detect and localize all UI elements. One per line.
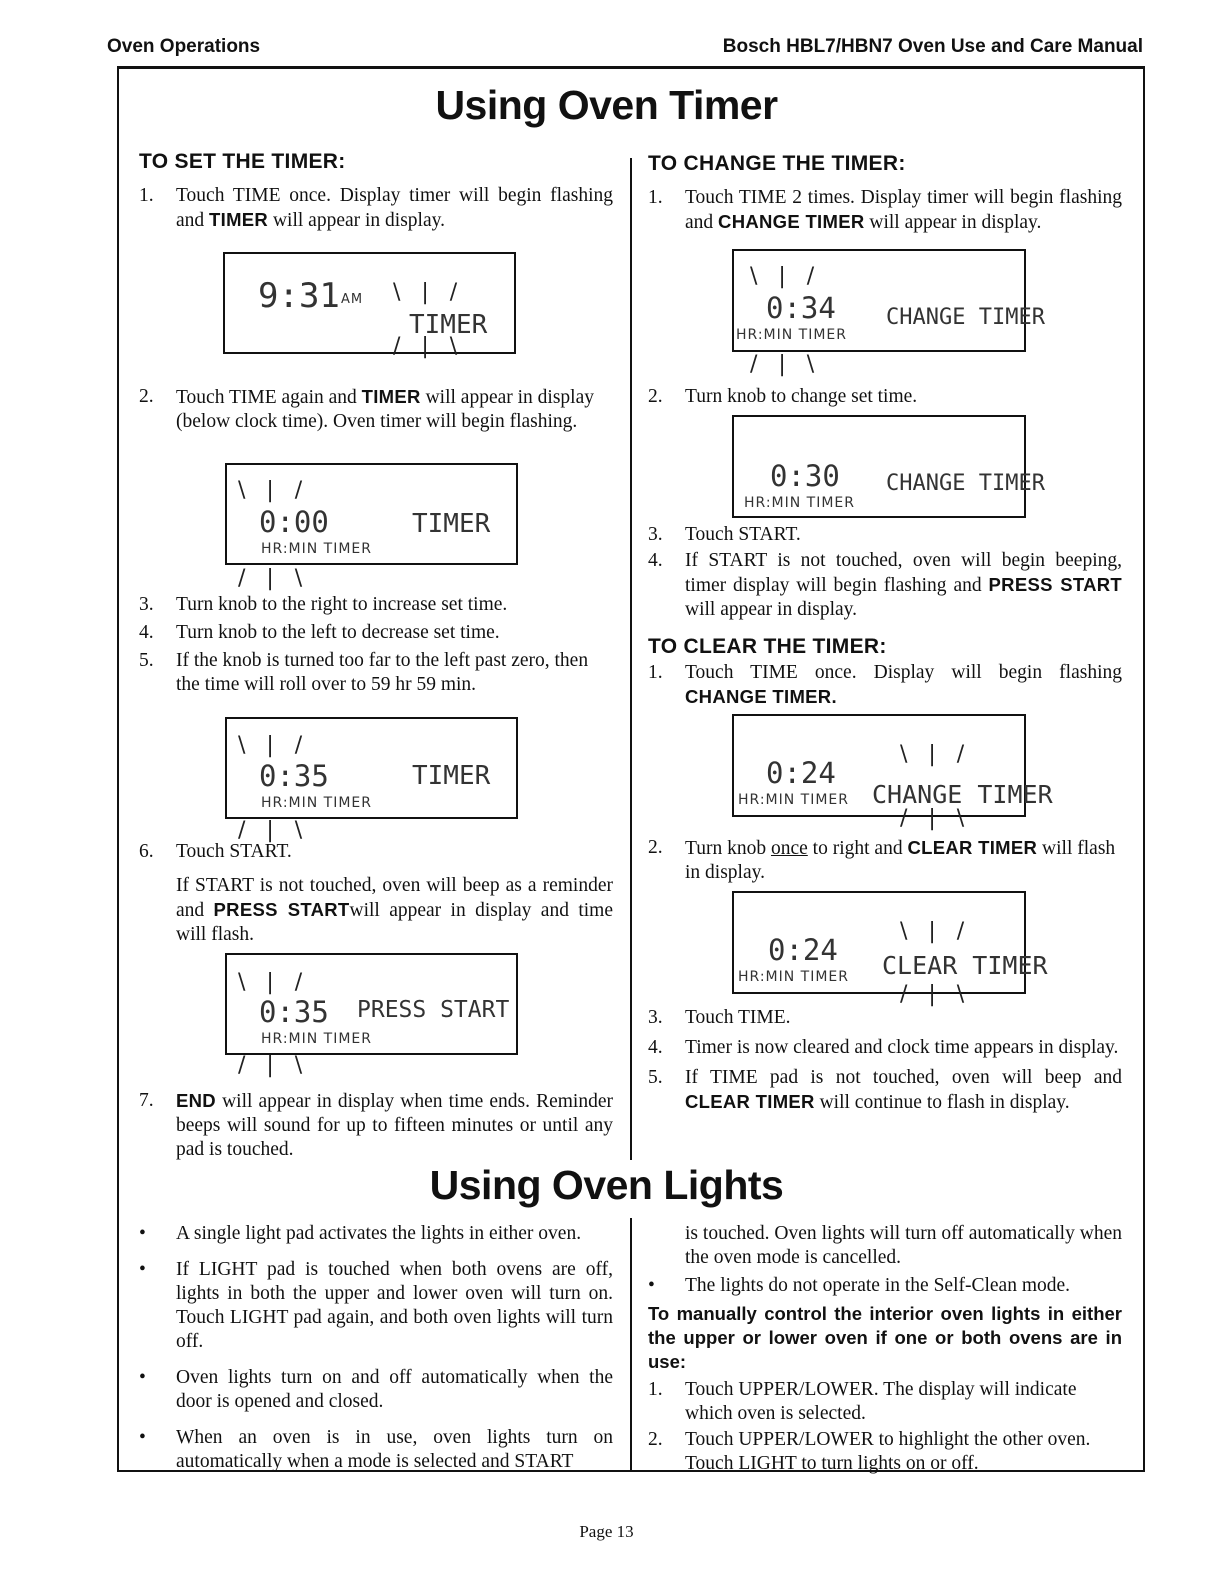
clear-step-5: [648, 1066, 1122, 1115]
lights-bullet-1: [139, 1222, 613, 1246]
step-text: Turn knob: [685, 838, 771, 859]
step-number: 1.: [648, 1379, 663, 1400]
step-number: 3.: [648, 1007, 663, 1028]
step-text: will appear in display.: [685, 599, 858, 620]
flash-rays-icon: \ | /: [238, 733, 303, 758]
set-step-2: [139, 385, 613, 434]
step-text: Touch START.: [176, 841, 292, 862]
lights-left-column: [139, 1222, 613, 1474]
bullet-text: The lights do not operate in the Self-Clean mode.: [685, 1275, 1071, 1296]
step-keyword: CHANGE TIMER: [718, 211, 865, 232]
display-time: 0:24: [766, 756, 836, 790]
timer-title: Using Oven Timer: [435, 82, 778, 128]
display-4: [225, 953, 518, 1055]
step-text: will appear in display when time ends. Reminder beeps will sound for up to fifteen minutes or until any pad is touched.: [176, 1091, 613, 1160]
flash-rays-icon: \ | /: [750, 264, 815, 289]
clear-step-2: [648, 836, 1122, 885]
step-keyword: CHANGE TIMER.: [685, 686, 837, 707]
set-timer-step6: [139, 840, 613, 947]
step-text: Timer is now cleared and clock time appears in display.: [685, 1037, 1119, 1058]
display-sub: HR:MIN TIMER: [738, 792, 850, 808]
display-time: 0:35: [259, 759, 329, 793]
step-text: Turn knob to the right to increase set time.: [176, 594, 508, 615]
display-sub: HR:MIN TIMER: [738, 969, 850, 985]
step-number: 5.: [648, 1067, 663, 1088]
step-text: Touch START.: [685, 524, 801, 545]
display-8: [732, 891, 1048, 994]
display-sub: HR:MIN TIMER: [261, 795, 373, 811]
change-step-2: [648, 385, 1122, 409]
step-number: 5.: [139, 650, 154, 671]
clear-step-1: [648, 661, 1122, 710]
display-6: [732, 415, 1045, 518]
flash-rays-icon: \ | /: [238, 478, 303, 503]
step-text: Touch TIME.: [685, 1007, 791, 1028]
display-time: 9:31: [258, 276, 340, 316]
flash-rays-icon: / | \: [238, 818, 303, 843]
step-number: 2.: [648, 837, 663, 858]
set-step-5: [139, 649, 613, 697]
step-text: Touch TIME again and: [176, 387, 362, 408]
flash-rays-icon: / | \: [900, 806, 965, 831]
step-keyword: TIMER: [209, 209, 269, 230]
display-sub: HR:MIN TIMER: [736, 327, 848, 343]
step-keyword: PRESS START: [988, 574, 1122, 595]
change-timer-section: [648, 152, 1122, 235]
display-time: 0:00: [259, 505, 329, 539]
step-text: If TIME pad is not touched, oven will beep and: [685, 1067, 1122, 1088]
lights-bullet-5: [648, 1274, 1122, 1298]
step-text: will appear in display and time will flash.: [176, 900, 614, 945]
flash-rays-icon: / | \: [238, 566, 303, 591]
step-number: 7.: [139, 1090, 154, 1111]
set-step-6: [139, 840, 613, 864]
flash-rays-icon: / | \: [238, 1053, 303, 1078]
set-step-4: [139, 621, 613, 645]
step-text: Turn knob to the left to decrease set time.: [176, 622, 500, 643]
step-number: 2.: [648, 1429, 663, 1450]
step-text: Touch TIME once. Display timer will begin flashing and: [176, 185, 613, 231]
display-word: CHANGE TIMER: [886, 305, 1045, 330]
step-text: Touch UPPER/LOWER to highlight the other oven. Touch LIGHT to turn lights on or off.: [685, 1429, 1091, 1474]
step-text: If the knob is turned too far to the left past zero, then the time will roll over to 59 hr 59 min.: [176, 650, 589, 695]
flash-rays-icon: \ | /: [900, 742, 965, 767]
flash-rays-icon: \ | /: [393, 280, 458, 305]
clear-timer-section: [648, 635, 1122, 710]
display-word: TIMER: [412, 509, 491, 539]
display-time: 0:35: [259, 995, 329, 1029]
bullet-icon: •: [648, 1275, 655, 1296]
bullet-text: Oven lights turn on and off automatically when the door is opened and closed.: [176, 1367, 613, 1412]
bullet-text: A single light pad activates the lights in either oven.: [176, 1223, 582, 1244]
display-word: PRESS START: [357, 997, 510, 1023]
step-number: 4.: [648, 1037, 663, 1058]
clear-timer-heading: TO CLEAR THE TIMER:: [648, 635, 887, 658]
step-text: Turn knob to change set time.: [685, 386, 918, 407]
display-word: CHANGE TIMER: [872, 780, 1053, 809]
step-number: 4.: [139, 622, 154, 643]
bullet-text: is touched. Oven lights will turn off automatically when the oven mode is cancelled.: [685, 1223, 1122, 1268]
set-step-6-detail: [139, 874, 613, 947]
bullet-icon: •: [139, 1223, 146, 1244]
bullet-text: When an oven is in use, oven lights turn on automatically when a mode is selected and START: [176, 1427, 613, 1472]
display-word: TIMER: [409, 310, 488, 340]
step-text: If START is not touched, oven will begin beeping, timer display will begin flashing and: [685, 550, 1122, 596]
step-keyword: END: [176, 1090, 216, 1111]
display-ampm: AM: [341, 292, 364, 307]
bullet-icon: •: [139, 1367, 146, 1388]
set-timer-step7: [139, 1089, 613, 1162]
bullet-icon: •: [139, 1259, 146, 1280]
manual-step-1: [648, 1378, 1122, 1426]
change-timer-steps-3-4: [648, 523, 1122, 622]
step-emphasis: once: [770, 838, 808, 859]
flash-rays-icon: / | \: [393, 334, 458, 359]
change-step-1: [648, 186, 1122, 235]
flash-rays-icon: \ | /: [900, 919, 965, 944]
set-timer-steps-3-5: [139, 593, 613, 697]
change-step-4: [648, 549, 1122, 622]
lights-right-column: [648, 1222, 1122, 1476]
clear-timer-steps-3-5: [648, 1006, 1122, 1115]
display-word: CLEAR TIMER: [882, 951, 1048, 980]
step-number: 2.: [139, 386, 154, 407]
step-number: 2.: [648, 386, 663, 407]
display-word: CHANGE TIMER: [886, 471, 1045, 496]
column-divider-bottom: [630, 1218, 632, 1470]
step-text: will flash in display.: [685, 838, 1116, 883]
display-word: TIMER: [412, 761, 491, 791]
clear-step-4: [648, 1036, 1122, 1060]
bullet-text: If LIGHT pad is touched when both ovens are off, lights in both the upper and lower oven will turn on. Touch LIGHT pad again, and both oven lights will turn off.: [176, 1259, 613, 1352]
display-sub: HR:MIN TIMER: [744, 495, 856, 511]
clear-timer-step2: [648, 836, 1122, 885]
lights-bullet-4-continued: [648, 1222, 1122, 1270]
header-section-title: Oven Operations: [107, 36, 261, 57]
lights-bullet-4: [139, 1426, 613, 1474]
step-keyword: CLEAR TIMER: [685, 1091, 815, 1112]
step-number: 6.: [139, 841, 154, 862]
change-timer-heading: TO CHANGE THE TIMER:: [648, 152, 906, 175]
step-number: 3.: [648, 524, 663, 545]
display-sub: HR:MIN TIMER: [261, 541, 373, 557]
step-number: 1.: [648, 662, 663, 683]
step-number: 1.: [139, 185, 154, 206]
display-1: [223, 252, 516, 354]
step-text: will appear in display (below clock time). Oven timer will begin flashing.: [176, 387, 594, 432]
change-timer-step2: [648, 385, 1122, 409]
lights-bullet-2: [139, 1258, 613, 1354]
step-text: to right and: [807, 838, 908, 859]
flash-rays-icon: / | \: [900, 982, 965, 1007]
lights-title: Using Oven Lights: [429, 1162, 784, 1208]
flash-rays-icon: / | \: [750, 352, 815, 377]
step-text: If START is not touched, oven will beep as a reminder and: [176, 875, 613, 921]
column-divider-top: [630, 158, 632, 1160]
step-keyword: TIMER: [361, 386, 421, 407]
step-text: will appear in display.: [864, 212, 1042, 233]
set-timer-heading: TO SET THE TIMER:: [139, 150, 346, 173]
display-time: 0:24: [768, 933, 838, 967]
page-number: Page 13: [579, 1522, 634, 1541]
display-7: [732, 714, 1053, 817]
step-number: 3.: [139, 594, 154, 615]
step-number: 1.: [648, 187, 663, 208]
set-step-7: [139, 1089, 613, 1162]
set-timer-section: [139, 150, 613, 233]
set-timer-step2: [139, 385, 613, 434]
step-text: will continue to flash in display.: [814, 1092, 1070, 1113]
set-step-1: [139, 184, 613, 233]
display-sub: HR:MIN TIMER: [261, 1031, 373, 1047]
display-time: 0:34: [766, 291, 836, 325]
step-text: Touch TIME once. Display will begin flashing: [685, 662, 1122, 683]
step-keyword: PRESS START: [213, 899, 350, 920]
manual-step-2: [648, 1428, 1122, 1476]
step-text: Touch UPPER/LOWER. The display will indicate which oven is selected.: [685, 1379, 1077, 1424]
clear-step-3: [648, 1006, 1122, 1030]
flash-rays-icon: \ | /: [238, 970, 303, 995]
header-manual-title: Bosch HBL7/HBN7 Oven Use and Care Manual: [722, 36, 1143, 57]
step-number: 4.: [648, 550, 663, 571]
manual-control-heading: To manually control the interior oven lights in either the upper or lower oven if one or both ovens are in use:: [648, 1303, 1122, 1372]
display-time: 0:30: [770, 459, 840, 493]
step-text: Touch TIME 2 times. Display timer will begin flashing and: [685, 187, 1122, 233]
change-step-3: [648, 523, 1122, 547]
step-text: will appear in display.: [268, 210, 445, 231]
set-step-3: [139, 593, 613, 617]
bullet-icon: •: [139, 1427, 146, 1448]
lights-bullet-3: [139, 1366, 613, 1414]
step-keyword: CLEAR TIMER: [907, 837, 1038, 858]
